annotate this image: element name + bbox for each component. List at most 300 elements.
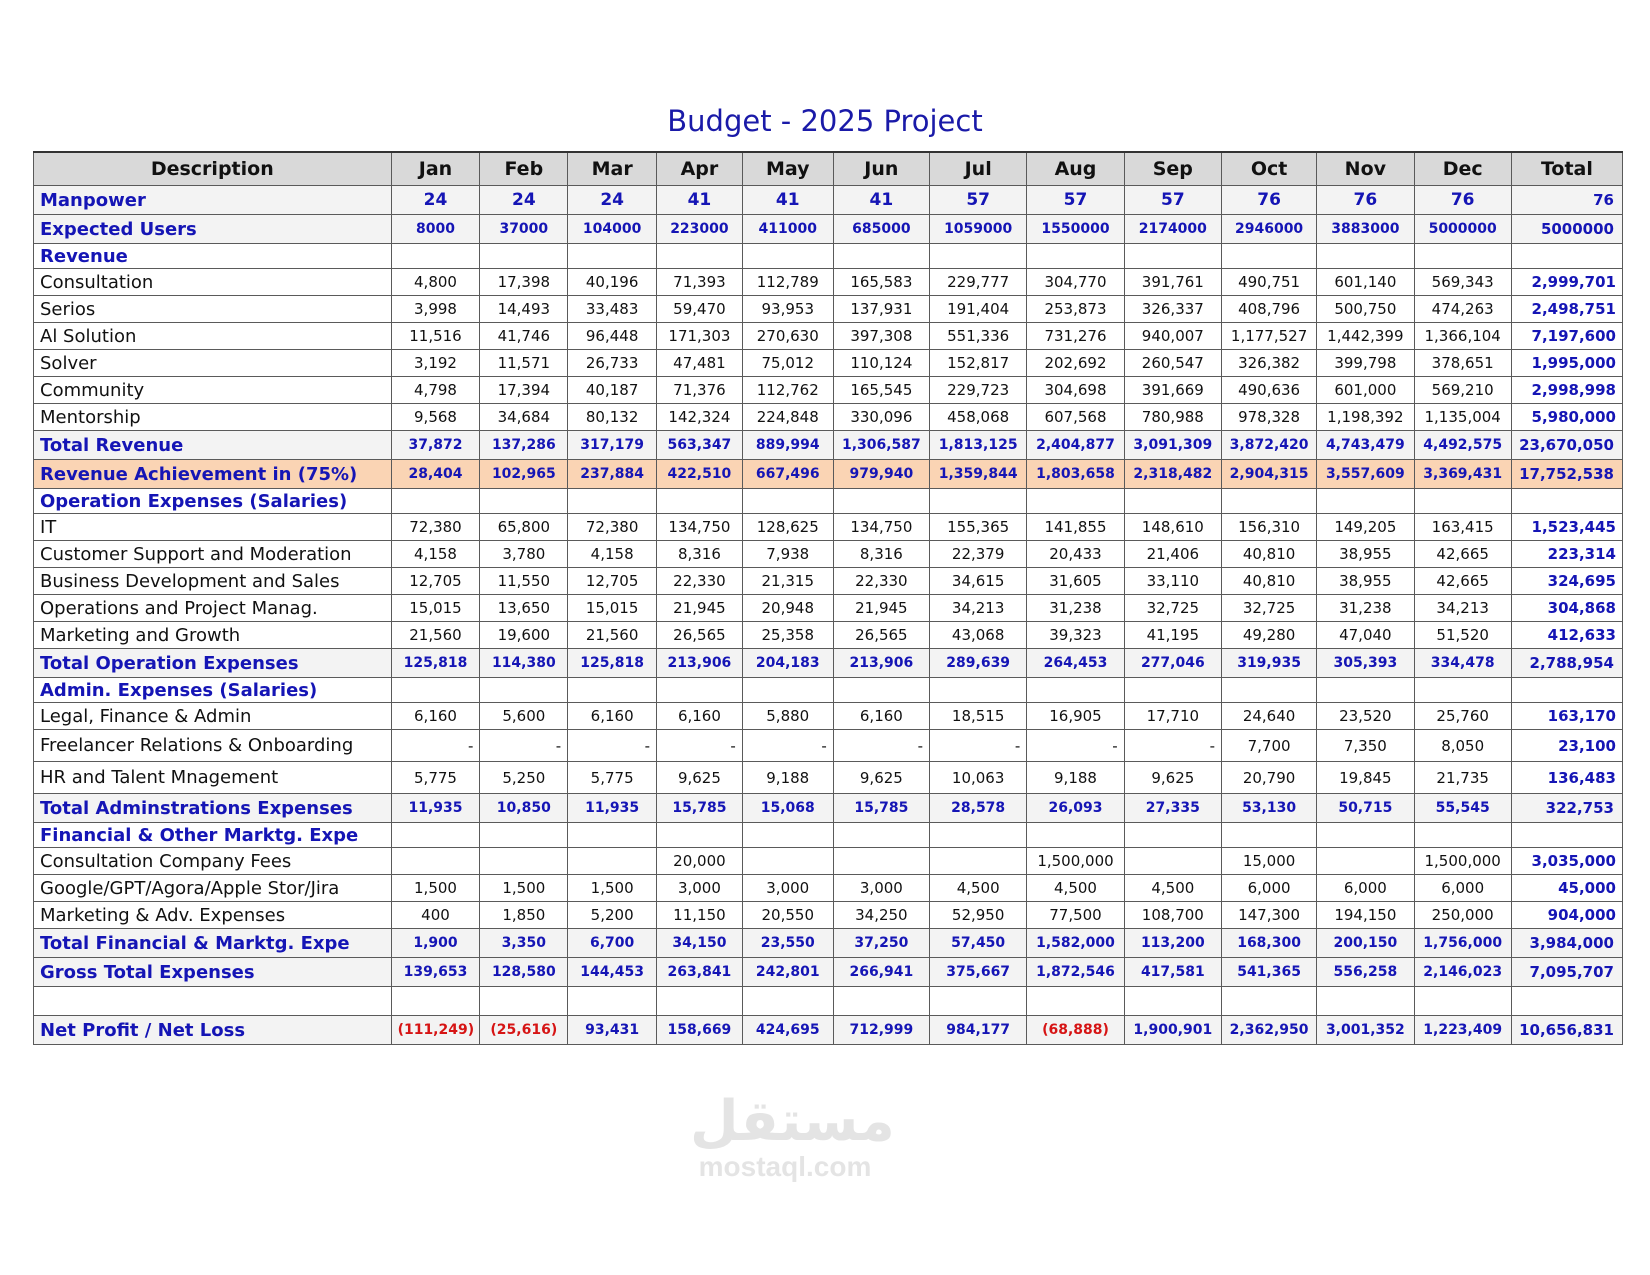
category-row [34, 823, 1623, 848]
value-cell: 26,565 [657, 622, 743, 649]
empty-cell [930, 678, 1027, 703]
empty-cell [1511, 678, 1622, 703]
value-cell: 1,813,125 [930, 431, 1027, 460]
value-cell: 47,040 [1317, 622, 1414, 649]
value-cell: 112,762 [742, 377, 833, 404]
value-cell: 23,520 [1317, 703, 1414, 730]
value-cell: 334,478 [1414, 649, 1511, 678]
budget-table [33, 151, 1623, 1045]
value-cell: 3,998 [391, 296, 480, 323]
row-label: Solver [34, 350, 392, 377]
empty-cell [1317, 678, 1414, 703]
value-cell: 24 [391, 186, 480, 215]
total-cell: 5,980,000 [1511, 404, 1622, 431]
empty-cell [930, 489, 1027, 514]
empty-cell [657, 678, 743, 703]
column-header-feb: Feb [480, 152, 568, 186]
total-cell: 3,035,000 [1511, 848, 1622, 875]
value-cell: 1,500 [480, 875, 568, 902]
value-cell: 500,750 [1317, 296, 1414, 323]
mostaql-watermark-logo [690, 1089, 895, 1182]
column-header-description: Description [34, 152, 392, 186]
value-cell: 152,817 [930, 350, 1027, 377]
empty-cell [1414, 489, 1511, 514]
table-row [34, 595, 1623, 622]
value-cell: - [742, 730, 833, 762]
value-cell: 112,789 [742, 269, 833, 296]
value-cell: 11,150 [657, 902, 743, 929]
total-cell: 1,523,445 [1511, 514, 1622, 541]
row-label: Freelancer Relations & Onboarding [34, 730, 392, 762]
column-header-oct: Oct [1221, 152, 1316, 186]
value-cell [833, 848, 929, 875]
value-cell: 125,818 [568, 649, 657, 678]
value-cell: 10,850 [480, 794, 568, 823]
value-cell: 5,250 [480, 762, 568, 794]
empty-cell [657, 489, 743, 514]
value-cell: 780,988 [1124, 404, 1221, 431]
value-cell: 6,700 [568, 929, 657, 958]
empty-cell [1027, 987, 1124, 1016]
value-cell: 1,803,658 [1027, 460, 1124, 489]
value-cell: 137,931 [833, 296, 929, 323]
value-cell: 31,605 [1027, 568, 1124, 595]
value-cell: 26,733 [568, 350, 657, 377]
value-cell: 474,263 [1414, 296, 1511, 323]
value-cell: 400 [391, 902, 480, 929]
value-cell: 134,750 [833, 514, 929, 541]
value-cell: 5,775 [391, 762, 480, 794]
value-cell: 34,150 [657, 929, 743, 958]
value-cell: 114,380 [480, 649, 568, 678]
total-cell: 23,670,050 [1511, 431, 1622, 460]
value-cell: (111,249) [391, 1016, 480, 1045]
value-cell: 2,362,950 [1221, 1016, 1316, 1045]
value-cell: 40,810 [1221, 541, 1316, 568]
value-cell: 2,318,482 [1124, 460, 1221, 489]
value-cell: 51,520 [1414, 622, 1511, 649]
column-header-aug: Aug [1027, 152, 1124, 186]
value-cell: 21,945 [833, 595, 929, 622]
row-label: Net Profit / Net Loss [34, 1016, 392, 1045]
value-cell: 11,571 [480, 350, 568, 377]
value-cell: 7,938 [742, 541, 833, 568]
empty-cell [1027, 244, 1124, 269]
empty-cell [480, 678, 568, 703]
value-cell: 242,801 [742, 958, 833, 987]
row-label: Gross Total Expenses [34, 958, 392, 987]
value-cell: 194,150 [1317, 902, 1414, 929]
value-cell [391, 848, 480, 875]
value-cell: 411000 [742, 215, 833, 244]
value-cell: 142,324 [657, 404, 743, 431]
value-cell: 165,583 [833, 269, 929, 296]
empty-cell [1221, 987, 1316, 1016]
value-cell: 72,380 [568, 514, 657, 541]
value-cell: 110,124 [833, 350, 929, 377]
value-cell: 417,581 [1124, 958, 1221, 987]
value-cell: 4,492,575 [1414, 431, 1511, 460]
empty-cell [930, 244, 1027, 269]
value-cell: 24 [568, 186, 657, 215]
value-cell: 21,560 [568, 622, 657, 649]
value-cell: 264,453 [1027, 649, 1124, 678]
value-cell: 229,723 [930, 377, 1027, 404]
empty-cell [1027, 489, 1124, 514]
category-row [34, 489, 1623, 514]
value-cell: 57,450 [930, 929, 1027, 958]
value-cell: 17,394 [480, 377, 568, 404]
value-cell: 128,625 [742, 514, 833, 541]
value-cell: 1,900,901 [1124, 1016, 1221, 1045]
total-cell: 3,984,000 [1511, 929, 1622, 958]
empty-cell [1221, 823, 1316, 848]
row-label: HR and Talent Mnagement [34, 762, 392, 794]
total-cell: 2,998,998 [1511, 377, 1622, 404]
table-row [34, 323, 1623, 350]
empty-cell [480, 489, 568, 514]
value-cell: 55,545 [1414, 794, 1511, 823]
value-cell: 104000 [568, 215, 657, 244]
total-cell: 17,752,538 [1511, 460, 1622, 489]
empty-cell [1317, 489, 1414, 514]
value-cell: 375,667 [930, 958, 1027, 987]
total-cell: 5000000 [1511, 215, 1622, 244]
category-row [34, 244, 1623, 269]
value-cell: 391,669 [1124, 377, 1221, 404]
value-cell: 3,192 [391, 350, 480, 377]
empty-cell [742, 823, 833, 848]
column-header-jun: Jun [833, 152, 929, 186]
page-title: Budget - 2025 Project [667, 104, 983, 138]
value-cell: 20,948 [742, 595, 833, 622]
value-cell: 12,705 [568, 568, 657, 595]
row-label: Total Adminstrations Expenses [34, 794, 392, 823]
column-header-jan: Jan [391, 152, 480, 186]
value-cell: 4,158 [391, 541, 480, 568]
value-cell: 4,158 [568, 541, 657, 568]
value-cell: 141,855 [1027, 514, 1124, 541]
row-label: Consultation Company Fees [34, 848, 392, 875]
value-cell: 1,500,000 [1414, 848, 1511, 875]
value-cell: 33,110 [1124, 568, 1221, 595]
value-cell: 1,177,527 [1221, 323, 1316, 350]
value-cell: 20,550 [742, 902, 833, 929]
value-cell: 139,653 [391, 958, 480, 987]
value-cell: 17,710 [1124, 703, 1221, 730]
value-cell: 3,369,431 [1414, 460, 1511, 489]
value-cell: 8,316 [833, 541, 929, 568]
value-cell: 38,955 [1317, 568, 1414, 595]
total-cell: 324,695 [1511, 568, 1622, 595]
value-cell: 11,516 [391, 323, 480, 350]
row-label: Business Development and Sales [34, 568, 392, 595]
value-cell: 9,188 [1027, 762, 1124, 794]
empty-cell [391, 823, 480, 848]
value-cell: 37,872 [391, 431, 480, 460]
value-cell: 4,500 [1124, 875, 1221, 902]
total-cell: 163,170 [1511, 703, 1622, 730]
value-cell: 5,200 [568, 902, 657, 929]
total-cell: 136,483 [1511, 762, 1622, 794]
value-cell: 1,582,000 [1027, 929, 1124, 958]
value-cell: 3,000 [657, 875, 743, 902]
table-row [34, 377, 1623, 404]
value-cell: 731,276 [1027, 323, 1124, 350]
value-cell: 6,000 [1414, 875, 1511, 902]
value-cell: 31,238 [1317, 595, 1414, 622]
value-cell: 75,012 [742, 350, 833, 377]
value-cell: 13,650 [480, 595, 568, 622]
value-cell: 144,453 [568, 958, 657, 987]
value-cell: (68,888) [1027, 1016, 1124, 1045]
value-cell: 490,751 [1221, 269, 1316, 296]
empty-cell [930, 987, 1027, 1016]
value-cell: 5,600 [480, 703, 568, 730]
value-cell: 158,669 [657, 1016, 743, 1045]
empty-cell [742, 244, 833, 269]
value-cell: 155,365 [930, 514, 1027, 541]
value-cell: 15,785 [833, 794, 929, 823]
empty-cell [1317, 823, 1414, 848]
value-cell: 163,415 [1414, 514, 1511, 541]
value-cell: 40,196 [568, 269, 657, 296]
value-cell: 1,500 [391, 875, 480, 902]
value-cell: 422,510 [657, 460, 743, 489]
value-cell: 1,872,546 [1027, 958, 1124, 987]
value-cell: 28,404 [391, 460, 480, 489]
value-cell: 1,198,392 [1317, 404, 1414, 431]
value-cell: 6,160 [568, 703, 657, 730]
value-cell: 57 [1027, 186, 1124, 215]
value-cell: 47,481 [657, 350, 743, 377]
total-cell: 7,197,600 [1511, 323, 1622, 350]
value-cell: 2946000 [1221, 215, 1316, 244]
value-cell: 213,906 [833, 649, 929, 678]
total-cell: 412,633 [1511, 622, 1622, 649]
empty-cell [480, 823, 568, 848]
value-cell: 8,050 [1414, 730, 1511, 762]
value-cell: 1,850 [480, 902, 568, 929]
value-cell: 712,999 [833, 1016, 929, 1045]
value-cell: 32,725 [1221, 595, 1316, 622]
empty-cell [1221, 244, 1316, 269]
watermark-arabic: مستقل [690, 1089, 895, 1154]
value-cell: 326,337 [1124, 296, 1221, 323]
value-cell: 3,557,609 [1317, 460, 1414, 489]
value-cell: 76 [1221, 186, 1316, 215]
value-cell: 304,698 [1027, 377, 1124, 404]
value-cell: 3883000 [1317, 215, 1414, 244]
value-cell: 237,884 [568, 460, 657, 489]
value-cell: 6,000 [1221, 875, 1316, 902]
empty-cell [657, 987, 743, 1016]
row-label: Legal, Finance & Admin [34, 703, 392, 730]
value-cell: - [1027, 730, 1124, 762]
value-cell: 128,580 [480, 958, 568, 987]
value-cell: 3,872,420 [1221, 431, 1316, 460]
row-label: Marketing and Growth [34, 622, 392, 649]
value-cell: 27,335 [1124, 794, 1221, 823]
value-cell: 250,000 [1414, 902, 1511, 929]
value-cell: 16,905 [1027, 703, 1124, 730]
value-cell: 319,935 [1221, 649, 1316, 678]
value-cell: 71,376 [657, 377, 743, 404]
value-cell: 165,545 [833, 377, 929, 404]
value-cell: 4,798 [391, 377, 480, 404]
total-cell: 23,100 [1511, 730, 1622, 762]
value-cell: 15,785 [657, 794, 743, 823]
total-cell: 7,095,707 [1511, 958, 1622, 987]
table-row [34, 622, 1623, 649]
row-label: Revenue Achievement in (75%) [34, 460, 392, 489]
column-header-may: May [742, 152, 833, 186]
empty-cell [568, 244, 657, 269]
value-cell: 24,640 [1221, 703, 1316, 730]
value-cell: 37000 [480, 215, 568, 244]
value-cell: 9,625 [1124, 762, 1221, 794]
table-row [34, 296, 1623, 323]
column-header-dec: Dec [1414, 152, 1511, 186]
row-label: Mentorship [34, 404, 392, 431]
empty-cell [391, 987, 480, 1016]
column-header-total: Total [1511, 152, 1622, 186]
value-cell: 17,398 [480, 269, 568, 296]
table-row [34, 269, 1623, 296]
empty-cell [833, 823, 929, 848]
value-cell: 541,365 [1221, 958, 1316, 987]
empty-cell [568, 987, 657, 1016]
value-cell: 14,493 [480, 296, 568, 323]
value-cell: 22,330 [833, 568, 929, 595]
value-cell: 2,146,023 [1414, 958, 1511, 987]
value-cell: 40,187 [568, 377, 657, 404]
value-cell: 397,308 [833, 323, 929, 350]
value-cell: 39,323 [1027, 622, 1124, 649]
value-cell: 458,068 [930, 404, 1027, 431]
row-label: Consultation [34, 269, 392, 296]
blank-row [34, 987, 1623, 1016]
empty-cell [1414, 678, 1511, 703]
value-cell: 11,550 [480, 568, 568, 595]
value-cell: 93,431 [568, 1016, 657, 1045]
value-cell: - [1124, 730, 1221, 762]
value-cell: 38,955 [1317, 541, 1414, 568]
row-label: Total Financial & Marktg. Expe [34, 929, 392, 958]
total-cell: 1,995,000 [1511, 350, 1622, 377]
value-cell: 11,935 [568, 794, 657, 823]
column-header-jul: Jul [930, 152, 1027, 186]
value-cell: 71,393 [657, 269, 743, 296]
value-cell: 34,213 [930, 595, 1027, 622]
value-cell [742, 848, 833, 875]
value-cell: 49,280 [1221, 622, 1316, 649]
value-cell: 551,336 [930, 323, 1027, 350]
value-cell: 22,330 [657, 568, 743, 595]
value-cell: 148,610 [1124, 514, 1221, 541]
empty-cell [480, 244, 568, 269]
summary-row [34, 794, 1623, 823]
row-label: Serios [34, 296, 392, 323]
table-body [34, 186, 1623, 1045]
row-label: Community [34, 377, 392, 404]
table-row [34, 404, 1623, 431]
value-cell: 4,500 [1027, 875, 1124, 902]
value-cell: 984,177 [930, 1016, 1027, 1045]
value-cell: 277,046 [1124, 649, 1221, 678]
empty-cell [1414, 987, 1511, 1016]
value-cell: 685000 [833, 215, 929, 244]
value-cell: 289,639 [930, 649, 1027, 678]
empty-cell [34, 987, 392, 1016]
row-label: Total Operation Expenses [34, 649, 392, 678]
value-cell: 80,132 [568, 404, 657, 431]
category-row [34, 678, 1623, 703]
value-cell: 569,343 [1414, 269, 1511, 296]
value-cell: 1,223,409 [1414, 1016, 1511, 1045]
value-cell: 1550000 [1027, 215, 1124, 244]
value-cell: - [391, 730, 480, 762]
value-cell: 408,796 [1221, 296, 1316, 323]
value-cell: 42,665 [1414, 568, 1511, 595]
value-cell: 41 [833, 186, 929, 215]
empty-cell [1124, 823, 1221, 848]
empty-cell [1221, 489, 1316, 514]
empty-cell [742, 678, 833, 703]
empty-cell [742, 987, 833, 1016]
total-cell: 2,999,701 [1511, 269, 1622, 296]
value-cell: 11,935 [391, 794, 480, 823]
value-cell: 979,940 [833, 460, 929, 489]
table-row [34, 541, 1623, 568]
value-cell: 563,347 [657, 431, 743, 460]
row-label: Google/GPT/Agora/Apple Stor/Jira [34, 875, 392, 902]
empty-cell [1221, 678, 1316, 703]
value-cell [568, 848, 657, 875]
value-cell: 20,000 [657, 848, 743, 875]
value-cell: 601,000 [1317, 377, 1414, 404]
column-header-sep: Sep [1124, 152, 1221, 186]
watermark-latin: mostaql.com [698, 1151, 872, 1182]
value-cell: 147,300 [1221, 902, 1316, 929]
value-cell [930, 848, 1027, 875]
value-cell: 3,000 [742, 875, 833, 902]
value-cell: 378,651 [1414, 350, 1511, 377]
value-cell: 9,188 [742, 762, 833, 794]
value-cell: 7,700 [1221, 730, 1316, 762]
value-cell: 59,470 [657, 296, 743, 323]
empty-cell [1317, 244, 1414, 269]
value-cell: 1,500 [568, 875, 657, 902]
table-row [34, 902, 1623, 929]
value-cell: 171,303 [657, 323, 743, 350]
value-cell: 28,578 [930, 794, 1027, 823]
column-header-nov: Nov [1317, 152, 1414, 186]
total-cell: 304,868 [1511, 595, 1622, 622]
value-cell: 5,775 [568, 762, 657, 794]
value-cell: 125,818 [391, 649, 480, 678]
value-cell: - [930, 730, 1027, 762]
value-cell: 20,790 [1221, 762, 1316, 794]
value-cell [1317, 848, 1414, 875]
value-cell: 889,994 [742, 431, 833, 460]
value-cell: 26,565 [833, 622, 929, 649]
empty-cell [568, 489, 657, 514]
empty-cell [1414, 823, 1511, 848]
table-row [34, 350, 1623, 377]
value-cell: 7,350 [1317, 730, 1414, 762]
value-cell: 25,760 [1414, 703, 1511, 730]
